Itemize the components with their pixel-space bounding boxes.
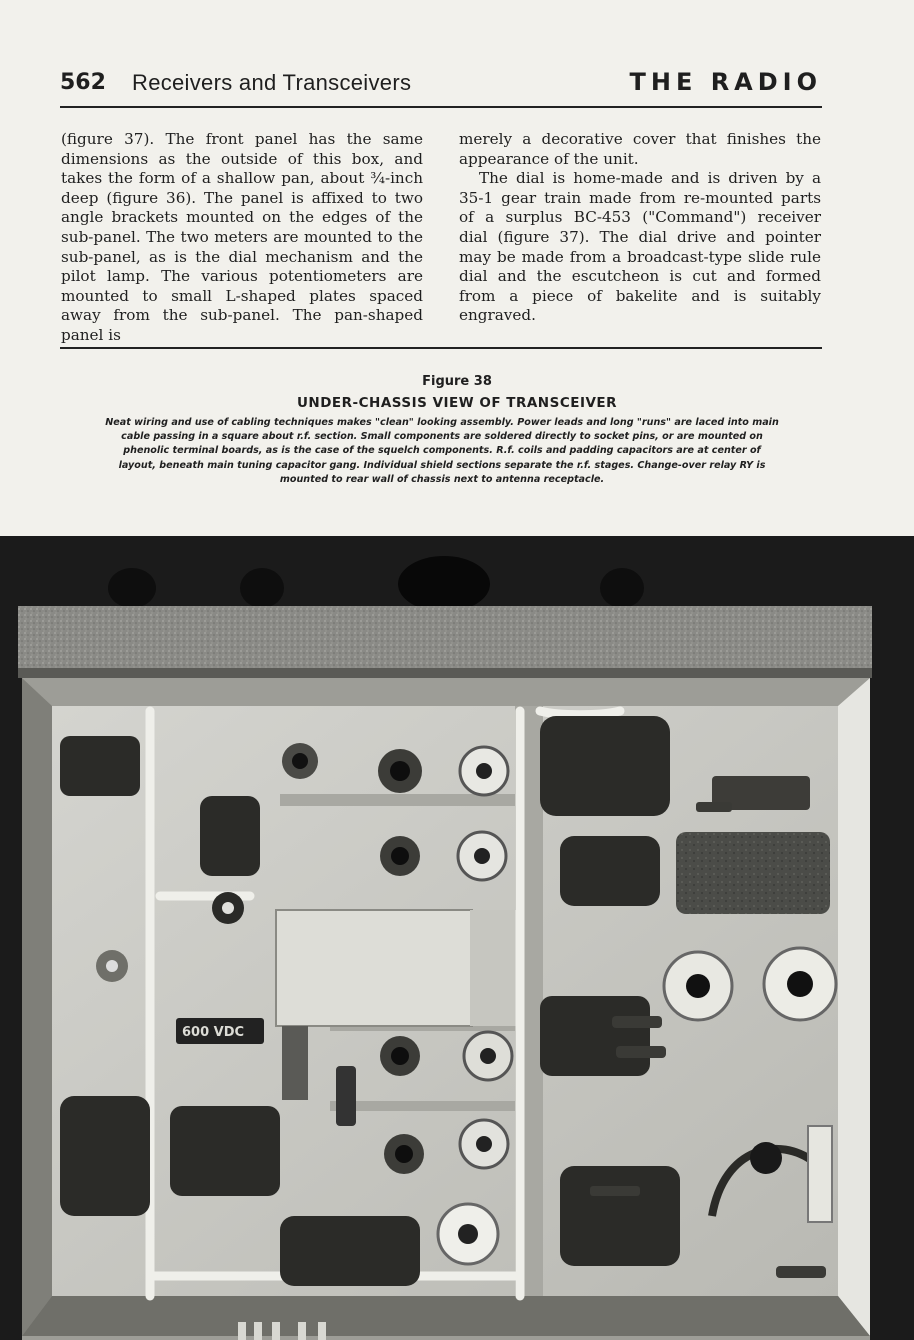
figure-label: Figure 38 bbox=[422, 374, 492, 389]
figure-caption: Neat wiring and use of cabling techniques makes "clean" looking assembly. Power leads and long "runs" are laced into main cable passing in a square about r.f. section. Small components are soldered directly to socket pins, or are mounted on phenolic terminal boards, as is the case of the squelch components. R.f. coils and padding capacitors are at center of layout, beneath main tuning capacitor gang. Individual shield sections separate the r.f. stages. Change-over relay RY is mounted to rear wall of chassis next to antenna receptacle. bbox=[105, 417, 779, 485]
section-rule bbox=[60, 347, 822, 349]
page-number: 562 bbox=[60, 70, 106, 95]
front-panel bbox=[18, 606, 872, 674]
page-header bbox=[60, 68, 822, 102]
left-paragraph: (figure 37). The front panel has the same dimensions as the outside of this box, and takes the form of a shallow pan, about ¾-inch deep (figure 36). The panel is affixed to two angle brackets mounted on the edges of the sub-panel. The two meters are mounted to the sub-panel, as is the dial mechanism and the pilot lamp. The various potentiometers are mounted to small L-shaped plates spaced away from the sub-panel. The pan-shaped panel is bbox=[61, 130, 423, 344]
right-paragraph-2: The dial is home-made and is driven by a 35-1 gear train made from re-mounted parts of a surplus BC-453 ("Command") receiver dial (figure 37). The dial drive and pointer may be made from a broadcast-type slide rule dial and the escutcheon is cut and formed from a piece of bakelite and is suitably engraved. bbox=[459, 169, 821, 325]
coil-shield-box bbox=[276, 910, 472, 1026]
header-rule bbox=[60, 106, 822, 108]
rf-coil bbox=[282, 1026, 308, 1100]
chassis-photo bbox=[0, 536, 914, 1340]
book-title: THE RADIO bbox=[629, 68, 822, 96]
figure-title: UNDER-CHASSIS VIEW OF TRANSCEIVER bbox=[296, 395, 618, 411]
section-title: Receivers and Transceivers bbox=[132, 70, 412, 95]
capacitor-marking: 600 VDC bbox=[182, 1025, 245, 1040]
right-column bbox=[459, 130, 821, 326]
left-column bbox=[61, 130, 423, 346]
right-paragraph-1: merely a decorative cover that finishes the appearance of the unit. bbox=[459, 130, 821, 168]
